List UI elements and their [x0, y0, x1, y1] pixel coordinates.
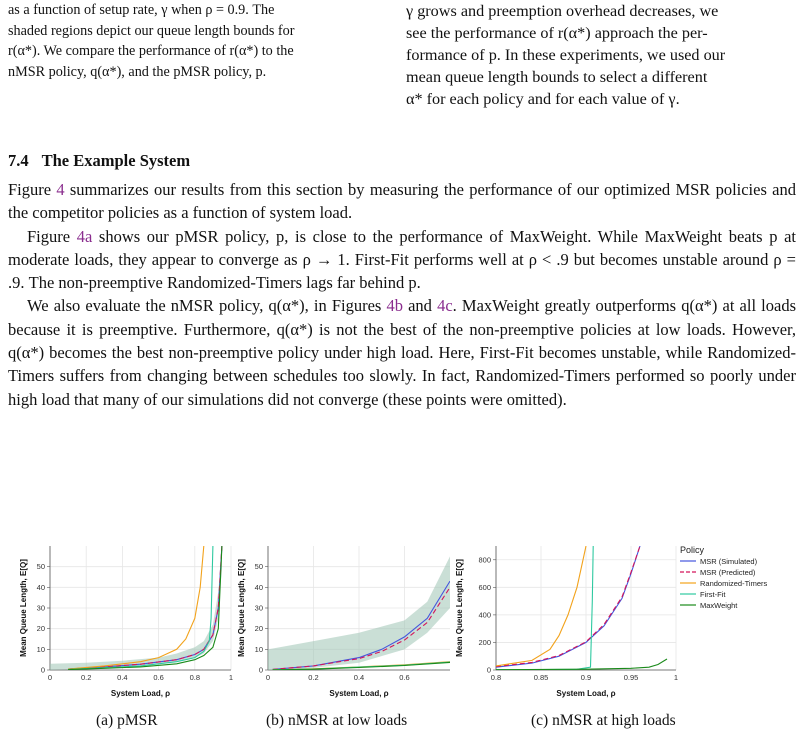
x-tick-label: 0.8 — [189, 673, 201, 682]
text-line: see the performance of r(α*) approach the per- — [406, 24, 708, 42]
y-axis-label: Mean Queue Length, E[Q] — [237, 559, 246, 657]
y-tick-label: 50 — [254, 562, 263, 572]
x-tick-label: 0.4 — [117, 673, 128, 682]
series-line-msr-simulated- — [496, 546, 640, 667]
figure-ref-4a[interactable]: 4a — [76, 226, 93, 246]
text-line: r(α*). We compare the performance of r(α*) to the — [8, 43, 294, 59]
legend-entry: MSR (Simulated) — [700, 557, 758, 566]
text-line: γ grows and preemption overhead decreases, we — [406, 2, 719, 20]
y-tick-label: 400 — [478, 610, 491, 620]
figure-4 — [0, 538, 804, 737]
section-heading — [8, 151, 796, 171]
x-tick-label: 0.6 — [399, 673, 410, 682]
text: . MaxWeight greatly outperforms q(α*) at all loads because it is preemptive. Furthermore, q(α*) is not the best of the non-preemptive policies at low loads. However, q(α*) becomes the best non-preemptive policy under high load. Here, First-Fit becomes unstable, while Randomized-Timers suffers from changing between schedules too slowly. In fact, Randomized-Timers performed so poorly under high load that many of our simulations did not converge (these points were omitted). — [8, 296, 796, 409]
section-title: The Example System — [41, 151, 191, 170]
chart-2 — [455, 545, 767, 698]
x-tick-label: 0.95 — [623, 673, 639, 682]
series-line-randomized-timers — [68, 546, 204, 669]
x-tick-label: 1 — [673, 673, 679, 682]
series-line-msr-predicted- — [496, 546, 640, 667]
y-tick-label: 0 — [486, 665, 491, 675]
paragraph-2 — [8, 225, 796, 295]
text: Figure — [8, 180, 57, 199]
figure-ref-4[interactable]: 4 — [56, 180, 65, 199]
caption-c: (c) nMSR at high loads — [531, 712, 676, 729]
text: shows our pMSR policy, p, is close to the performance of MaxWeight. While MaxWeight beats p at moderate loads, they appear to converge as ρ → 1. First-Fit performs well at ρ < .9 but becomes unstable around ρ = .9. The non-preemptive Randomized-Timers lags far behind p. — [8, 226, 796, 293]
text: and — [402, 296, 438, 316]
figure-ref-4b[interactable]: 4b — [386, 296, 403, 316]
text-line: as a function of setup rate, γ when ρ = 0.9. The — [8, 2, 275, 18]
y-tick-label: 10 — [36, 644, 45, 654]
legend-entry: MSR (Predicted) — [700, 568, 756, 577]
y-tick-label: 800 — [478, 555, 491, 565]
top-right-column — [406, 0, 796, 110]
legend-entry: First-Fit — [700, 590, 726, 599]
x-tick-label: 0.9 — [580, 673, 592, 682]
chart-0 — [19, 546, 233, 698]
x-tick-label: 0.2 — [80, 673, 92, 682]
legend — [680, 545, 767, 610]
x-axis-label: System Load, ρ — [329, 689, 389, 698]
caption-a: (a) pMSR — [96, 712, 158, 729]
y-tick-label: 30 — [254, 603, 263, 613]
text-line: formance of p. In these experiments, we used our — [406, 46, 726, 64]
chart-1 — [237, 546, 450, 698]
figure-ref-4c[interactable]: 4c — [437, 296, 453, 316]
section-body — [8, 178, 796, 411]
x-tick-label: 0.6 — [153, 673, 164, 682]
top-left-column — [8, 0, 386, 82]
y-tick-label: 20 — [254, 624, 263, 634]
text: We also evaluate the nMSR policy, q(α*), in Figures — [27, 296, 387, 316]
legend-entry: Randomized-Timers — [700, 579, 768, 588]
x-tick-label: 0.2 — [308, 673, 319, 682]
text-line: mean queue length bounds to select a different — [406, 68, 708, 86]
series-line-first-fit — [496, 546, 593, 670]
x-axis-label: System Load, ρ — [556, 689, 616, 698]
y-tick-label: 50 — [36, 562, 45, 572]
text-line: shaded regions depict our queue length bounds for — [8, 22, 295, 39]
text: summarizes our results from this section by measuring the performance of our optimized MSR policies and the competitor policies as a function of system load. — [8, 180, 796, 223]
text-line: α* for each policy and for each value of γ. — [406, 90, 680, 108]
y-tick-label: 600 — [478, 582, 491, 592]
legend-entry: MaxWeight — [700, 601, 738, 610]
paragraph-1 — [8, 178, 796, 225]
x-tick-label: 0 — [265, 673, 271, 682]
text: Figure — [27, 226, 77, 246]
y-tick-label: 30 — [36, 603, 45, 613]
y-tick-label: 20 — [36, 624, 45, 634]
figure-4-charts — [0, 538, 804, 713]
y-tick-label: 10 — [254, 644, 263, 654]
y-tick-label: 0 — [40, 665, 45, 675]
y-tick-label: 0 — [258, 665, 263, 675]
y-tick-label: 200 — [478, 637, 491, 647]
section-number: 7.4 — [8, 151, 29, 170]
y-axis-label: Mean Queue Length, E[Q] — [19, 559, 28, 657]
paragraph-3 — [8, 294, 796, 410]
x-axis-label: System Load, ρ — [110, 689, 171, 698]
y-tick-label: 40 — [36, 582, 45, 592]
section-7-4 — [8, 151, 796, 411]
x-tick-label: 1 — [228, 673, 234, 682]
x-tick-label: 0.85 — [533, 673, 549, 682]
legend-title: Policy — [680, 545, 705, 555]
y-tick-label: 40 — [254, 582, 263, 592]
y-axis-label: Mean Queue Length, E[Q] — [455, 559, 464, 657]
x-tick-label: 0.8 — [490, 673, 502, 682]
x-tick-label: 0.4 — [353, 673, 365, 682]
x-tick-label: 0 — [47, 673, 53, 682]
caption-b: (b) nMSR at low loads — [266, 712, 408, 729]
text-line: nMSR policy, q(α*), and the pMSR policy, p. — [8, 63, 267, 80]
plot-area — [496, 546, 667, 670]
